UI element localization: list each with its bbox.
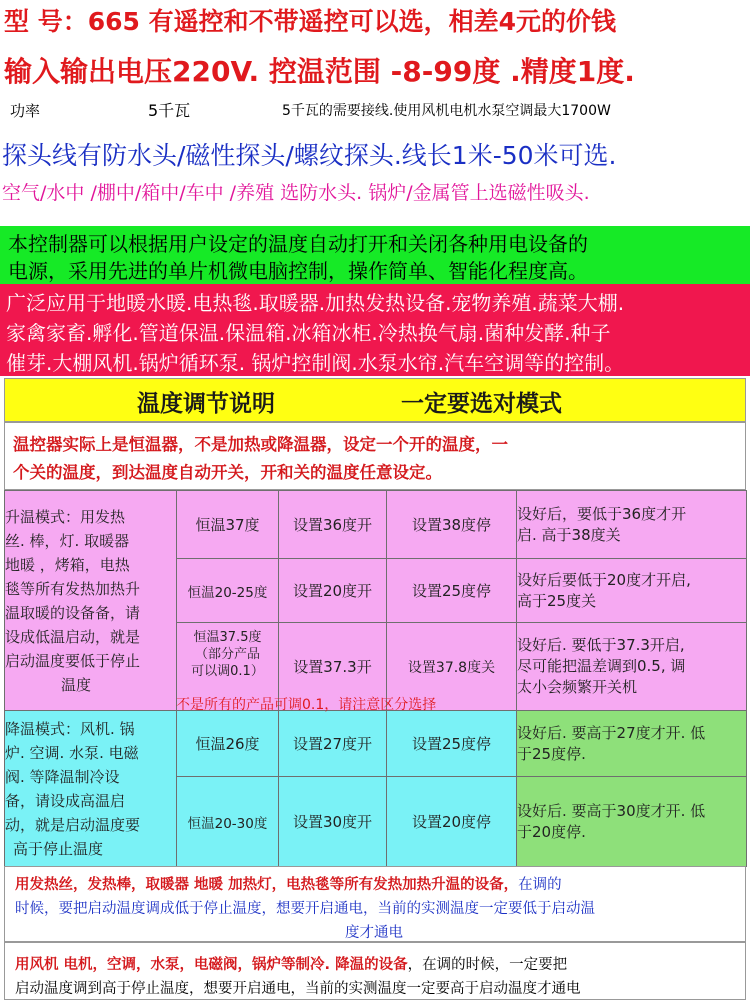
heat-mode-description <box>5 491 177 711</box>
application-red-band <box>0 284 750 376</box>
temperature-table <box>4 490 747 867</box>
off-setting-cell: 设置25度停 <box>387 559 517 623</box>
section-title-left: 温度调节说明 <box>137 391 275 417</box>
application-line: 广泛应用于地暖水暖.电热毯.取暖器.加热发热设备.宠物养殖.蔬菜大棚. <box>6 291 625 315</box>
note-line: 高于25度关 <box>517 591 597 610</box>
heat-mode-line: 设成低温启动，就是 <box>5 627 141 646</box>
cool-mode-line: 动，就是启动温度要 <box>5 815 141 834</box>
on-setting-cell: 设置30度开 <box>279 777 387 867</box>
intro-green-line: 电源，采用先进的单片机微电脑控制，操作简单、智能化程度高。 <box>8 259 588 283</box>
note-line: 设好后，要低于36度才开 <box>517 504 687 523</box>
cool-mode-description <box>5 711 177 867</box>
power-label: 功率 <box>10 102 41 120</box>
explain-line: 温控器实际上是恒温器，不是加热或降温器，设定一个开的温度，一 <box>13 435 508 454</box>
voltage-range-line: 输入输出电压220V. 控温范围 -8-99度 .精度1度. <box>4 55 635 88</box>
heat-mode-line: 毯等所有发热加热升 <box>5 579 141 598</box>
note-cell <box>517 711 747 777</box>
on-setting-cell: 设置36度开 <box>279 491 387 559</box>
application-line: 催芽.大棚风机.锅炉循环泵. 锅炉控制阀.水泵水帘.汽车空调等的控制。 <box>6 351 625 375</box>
heat-mode-line: 温度 <box>61 675 92 694</box>
probe-line: 探头线有防水头/磁性探头/螺纹探头.线长1米-50米可选. <box>2 141 617 170</box>
cool-mode-line: 备，请设成高温启 <box>5 791 126 810</box>
on-setting-cell: 设置37.3开 <box>279 623 387 711</box>
constant-temp-cell: 恒温20-30度 <box>177 777 279 867</box>
section-title-right: 一定要选对模式 <box>401 391 562 417</box>
constant-temp-line: 可以调0.1） <box>191 664 264 679</box>
note-line: 设好后. 要低于37.3开启, <box>517 636 685 654</box>
explain-box <box>4 422 746 490</box>
application-line: 家禽家畜.孵化.管道保温.保温箱.冰箱冰柜.冷热换气扇.菌种发酵.种子 <box>6 321 611 345</box>
off-setting-cell: 设置38度停 <box>387 491 517 559</box>
footer-line: 时候，要把启动温度调成低于停止温度，想要开启通电，当前的实测温度一定要低于启动温 <box>15 901 595 917</box>
note-line: 设好后要低于20度才开启, <box>517 570 691 589</box>
footer-line <box>15 953 567 974</box>
precision-warning: 不是所有的产品可调0.1，请注意区分选择 <box>176 697 437 713</box>
note-cell <box>517 559 747 623</box>
note-line: 太小会频繁开关机 <box>517 678 638 696</box>
note-line: 于25度停. <box>517 744 586 763</box>
table-row <box>5 491 747 559</box>
constant-temp-cell: 恒温37度 <box>177 491 279 559</box>
table-row <box>5 711 747 777</box>
note-line: 尽可能把温差调到0.5, 调 <box>517 657 686 675</box>
footer-line: 度才通电 <box>345 925 403 941</box>
cooling-footer-note <box>4 942 746 1000</box>
note-line: 设好后. 要高于27度才开. 低 <box>517 723 706 742</box>
power-note: 5千瓦的需要接线.使用风机电机水泵空调最大1700W <box>282 103 611 119</box>
cool-mode-line: 阀. 等降温制冷设 <box>5 767 120 786</box>
probe-usage-line: 空气/水中 /棚中/箱中/车中 /养殖 选防水头. 锅炉/金属管上选磁性吸头. <box>2 182 590 204</box>
footer-line: 启动温度调到高于停止温度，想要开启通电，当前的实测温度一定要高于启动温度才通电 <box>15 981 581 997</box>
note-cell <box>517 777 747 867</box>
heat-mode-line: 地暖 ，烤箱，电热 <box>5 555 130 574</box>
footer-cooling-instruction: ，在调的时候，一定要把 <box>407 957 568 973</box>
power-value: 5千瓦 <box>148 101 191 120</box>
footer-heating-devices: 用发热丝，发热棒，取暖器 地暖 加热灯，电热毯等所有发热加热升温的设备， <box>15 877 519 893</box>
constant-temp-cell: 恒温26度 <box>177 711 279 777</box>
off-setting-cell: 设置20度停 <box>387 777 517 867</box>
footer-line <box>15 873 562 894</box>
off-setting-cell: 设置37.8度关 <box>387 623 517 711</box>
note-cell <box>517 623 747 711</box>
model-line: 型 号：665 有遥控和不带遥控可以选，相差4元的价钱 <box>4 7 616 36</box>
note-line: 于20度停. <box>517 822 586 841</box>
note-cell <box>517 491 747 559</box>
note-line: 启. 高于38度关 <box>517 525 621 544</box>
heating-footer-note <box>4 866 746 942</box>
heat-mode-line: 丝. 棒，灯. 取暖器 <box>5 531 130 550</box>
heat-mode-line: 温取暖的设备备，请 <box>5 603 141 622</box>
off-setting-cell: 设置25度停 <box>387 711 517 777</box>
constant-temp-line: 恒温37.5度 <box>193 630 262 645</box>
intro-green-line: 本控制器可以根据用户设定的温度自动打开和关闭各种用电设备的 <box>8 232 588 256</box>
on-setting-cell: 设置27度开 <box>279 711 387 777</box>
cool-mode-line: 高于停止温度 <box>13 839 104 858</box>
cool-mode-line: 炉. 空调. 水泵. 电磁 <box>5 743 139 762</box>
note-line: 设好后. 要高于30度才开. 低 <box>517 801 706 820</box>
heat-mode-line: 启动温度要低于停止 <box>5 651 141 670</box>
constant-temp-line: （部分产品 <box>194 647 260 662</box>
explain-line: 个关的温度，到达温度自动开关，开和关的温度任意设定。 <box>13 463 442 482</box>
intro-green-band <box>0 226 750 284</box>
constant-temp-cell: 恒温20-25度 <box>177 559 279 623</box>
cool-mode-line: 降温模式：风机. 锅 <box>5 719 135 738</box>
section-title-bar <box>4 378 746 422</box>
footer-cooling-devices: 用风机 电机，空调，水泵，电磁阀，锅炉等制冷. 降温的设备 <box>15 957 408 973</box>
on-setting-cell: 设置20度开 <box>279 559 387 623</box>
footer-heating-instruction: 在调的 <box>518 877 562 893</box>
heat-mode-line: 升温模式：用发热 <box>5 507 126 526</box>
